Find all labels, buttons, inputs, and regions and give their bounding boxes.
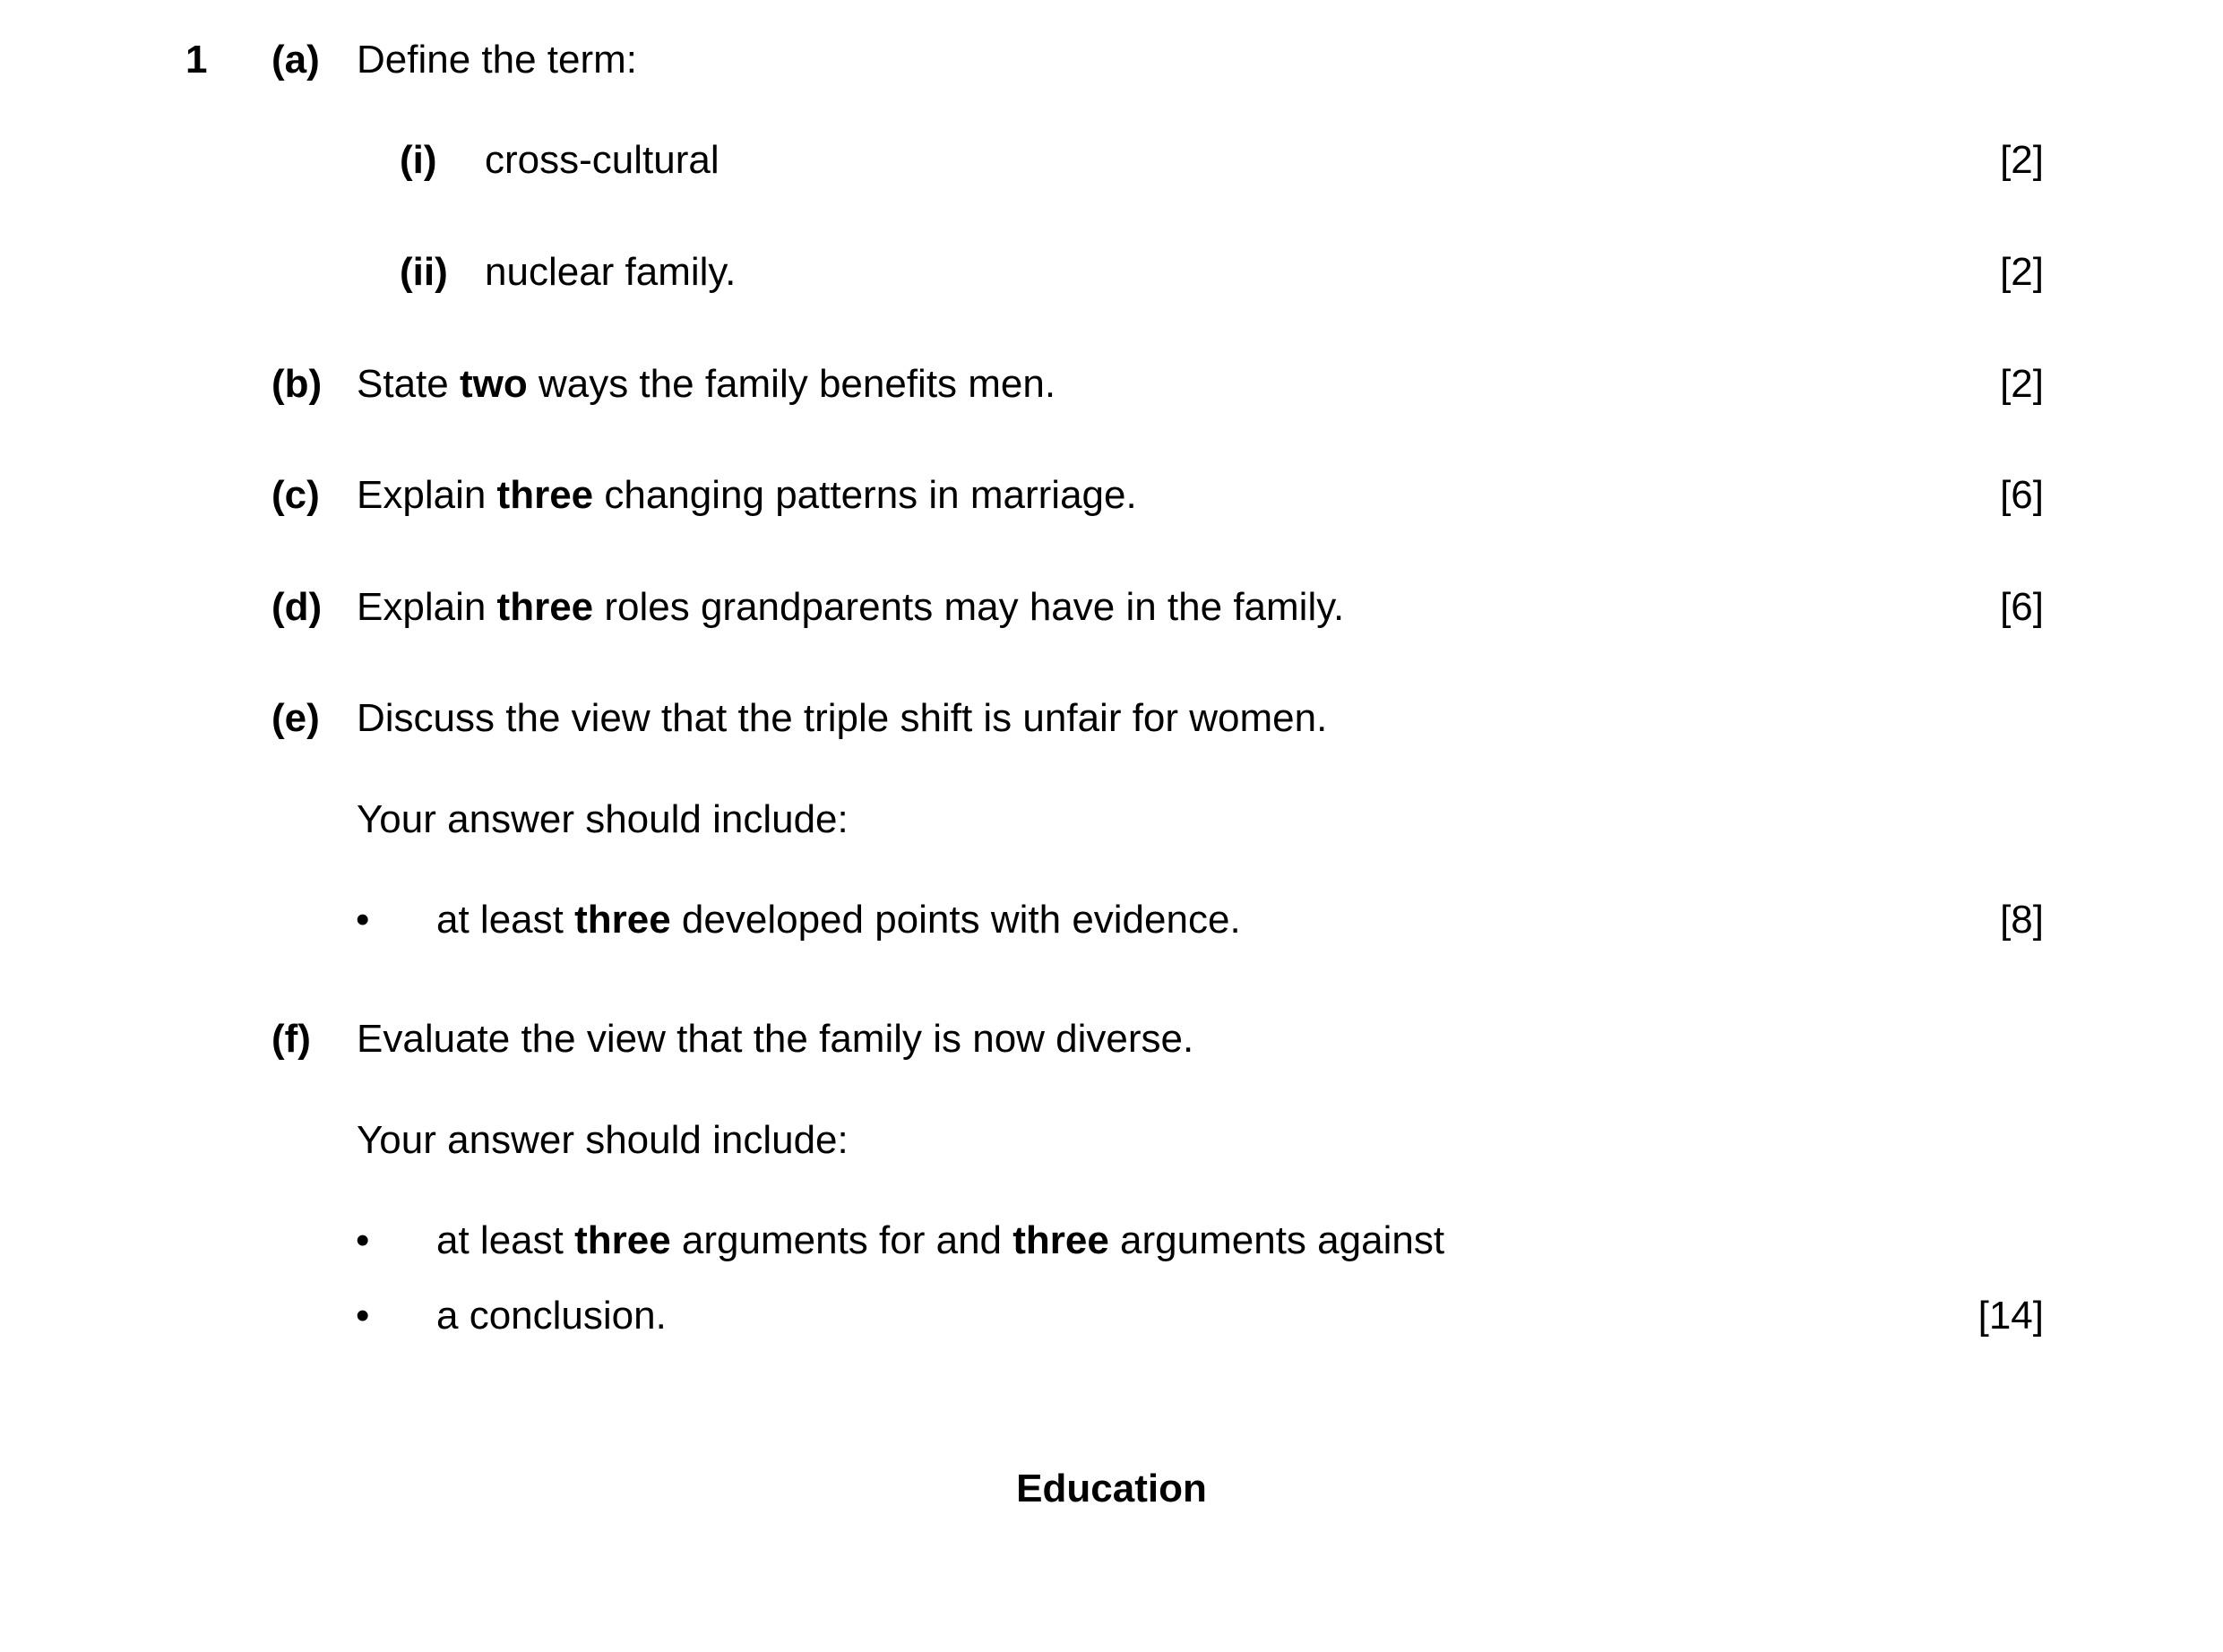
part-b-text-post: ways the family benefits men. bbox=[527, 362, 1056, 406]
part-a-i-text: cross-cultural bbox=[485, 138, 719, 182]
part-c-text bbox=[357, 473, 1137, 517]
part-e-bullet-icon: • bbox=[356, 898, 370, 942]
part-f-bullet-2-icon: • bbox=[356, 1294, 370, 1338]
part-e-bullet-bold: three bbox=[574, 898, 671, 942]
part-f-bullet-1-mid: arguments for and bbox=[670, 1218, 1013, 1262]
part-f-bullet-1-post: arguments against bbox=[1108, 1218, 1445, 1262]
part-d-text bbox=[357, 585, 1345, 629]
part-d-text-pre: Explain bbox=[357, 585, 497, 629]
part-f-bullet-1-bold1: three bbox=[574, 1218, 671, 1262]
part-e-bullet-text bbox=[436, 900, 1241, 940]
part-f-marks: [14] bbox=[1977, 1294, 2044, 1338]
part-b-text-bold: two bbox=[459, 362, 528, 406]
part-d-text-post: roles grandparents may have in the family. bbox=[593, 585, 1345, 629]
part-d-text-bold: three bbox=[496, 585, 594, 629]
part-d-marks: [6] bbox=[2000, 585, 2044, 629]
part-d-label: (d) bbox=[271, 585, 323, 629]
part-a-stem: Define the term: bbox=[357, 38, 638, 82]
part-f-bullet-1-pre: at least bbox=[436, 1218, 575, 1262]
part-f-bullet-1-bold2: three bbox=[1012, 1218, 1109, 1262]
part-c-text-post: changing patterns in marriage. bbox=[593, 473, 1137, 517]
part-f-bullet-1-text bbox=[436, 1218, 1445, 1262]
question-number: 1 bbox=[185, 38, 208, 82]
part-a-ii-marks: [2] bbox=[2000, 250, 2044, 294]
part-f-bullet-2-text: a conclusion. bbox=[436, 1294, 667, 1338]
part-e-bullet-pre: at least bbox=[436, 898, 575, 942]
part-a-i-label: (i) bbox=[400, 138, 437, 182]
part-b-label: (b) bbox=[271, 362, 323, 406]
part-c-text-pre: Explain bbox=[357, 473, 497, 517]
part-f-include: Your answer should include: bbox=[357, 1118, 849, 1162]
part-b-marks: [2] bbox=[2000, 362, 2044, 406]
part-a-label: (a) bbox=[271, 38, 320, 82]
part-a-ii-label: (ii) bbox=[400, 250, 448, 294]
part-f-label: (f) bbox=[271, 1017, 311, 1061]
part-c-label: (c) bbox=[271, 473, 320, 517]
part-f-stem: Evaluate the view that the family is now diverse. bbox=[357, 1017, 1194, 1061]
part-a-ii-text: nuclear family. bbox=[485, 250, 737, 294]
part-c-marks: [6] bbox=[2000, 473, 2044, 517]
part-f-bullet-1-icon: • bbox=[356, 1218, 370, 1262]
part-e-include: Your answer should include: bbox=[357, 797, 849, 841]
part-e-bullet-post: developed points with evidence. bbox=[670, 898, 1241, 942]
part-e-marks: [8] bbox=[2000, 898, 2044, 942]
part-b-text bbox=[357, 362, 1056, 406]
part-b-text-pre: State bbox=[357, 362, 460, 406]
part-a-i-marks: [2] bbox=[2000, 138, 2044, 182]
part-c-text-bold: three bbox=[496, 473, 594, 517]
part-e-label: (e) bbox=[271, 696, 320, 740]
section-heading: Education bbox=[1016, 1467, 1207, 1510]
part-e-stem: Discuss the view that the triple shift is unfair for women. bbox=[357, 696, 1328, 740]
